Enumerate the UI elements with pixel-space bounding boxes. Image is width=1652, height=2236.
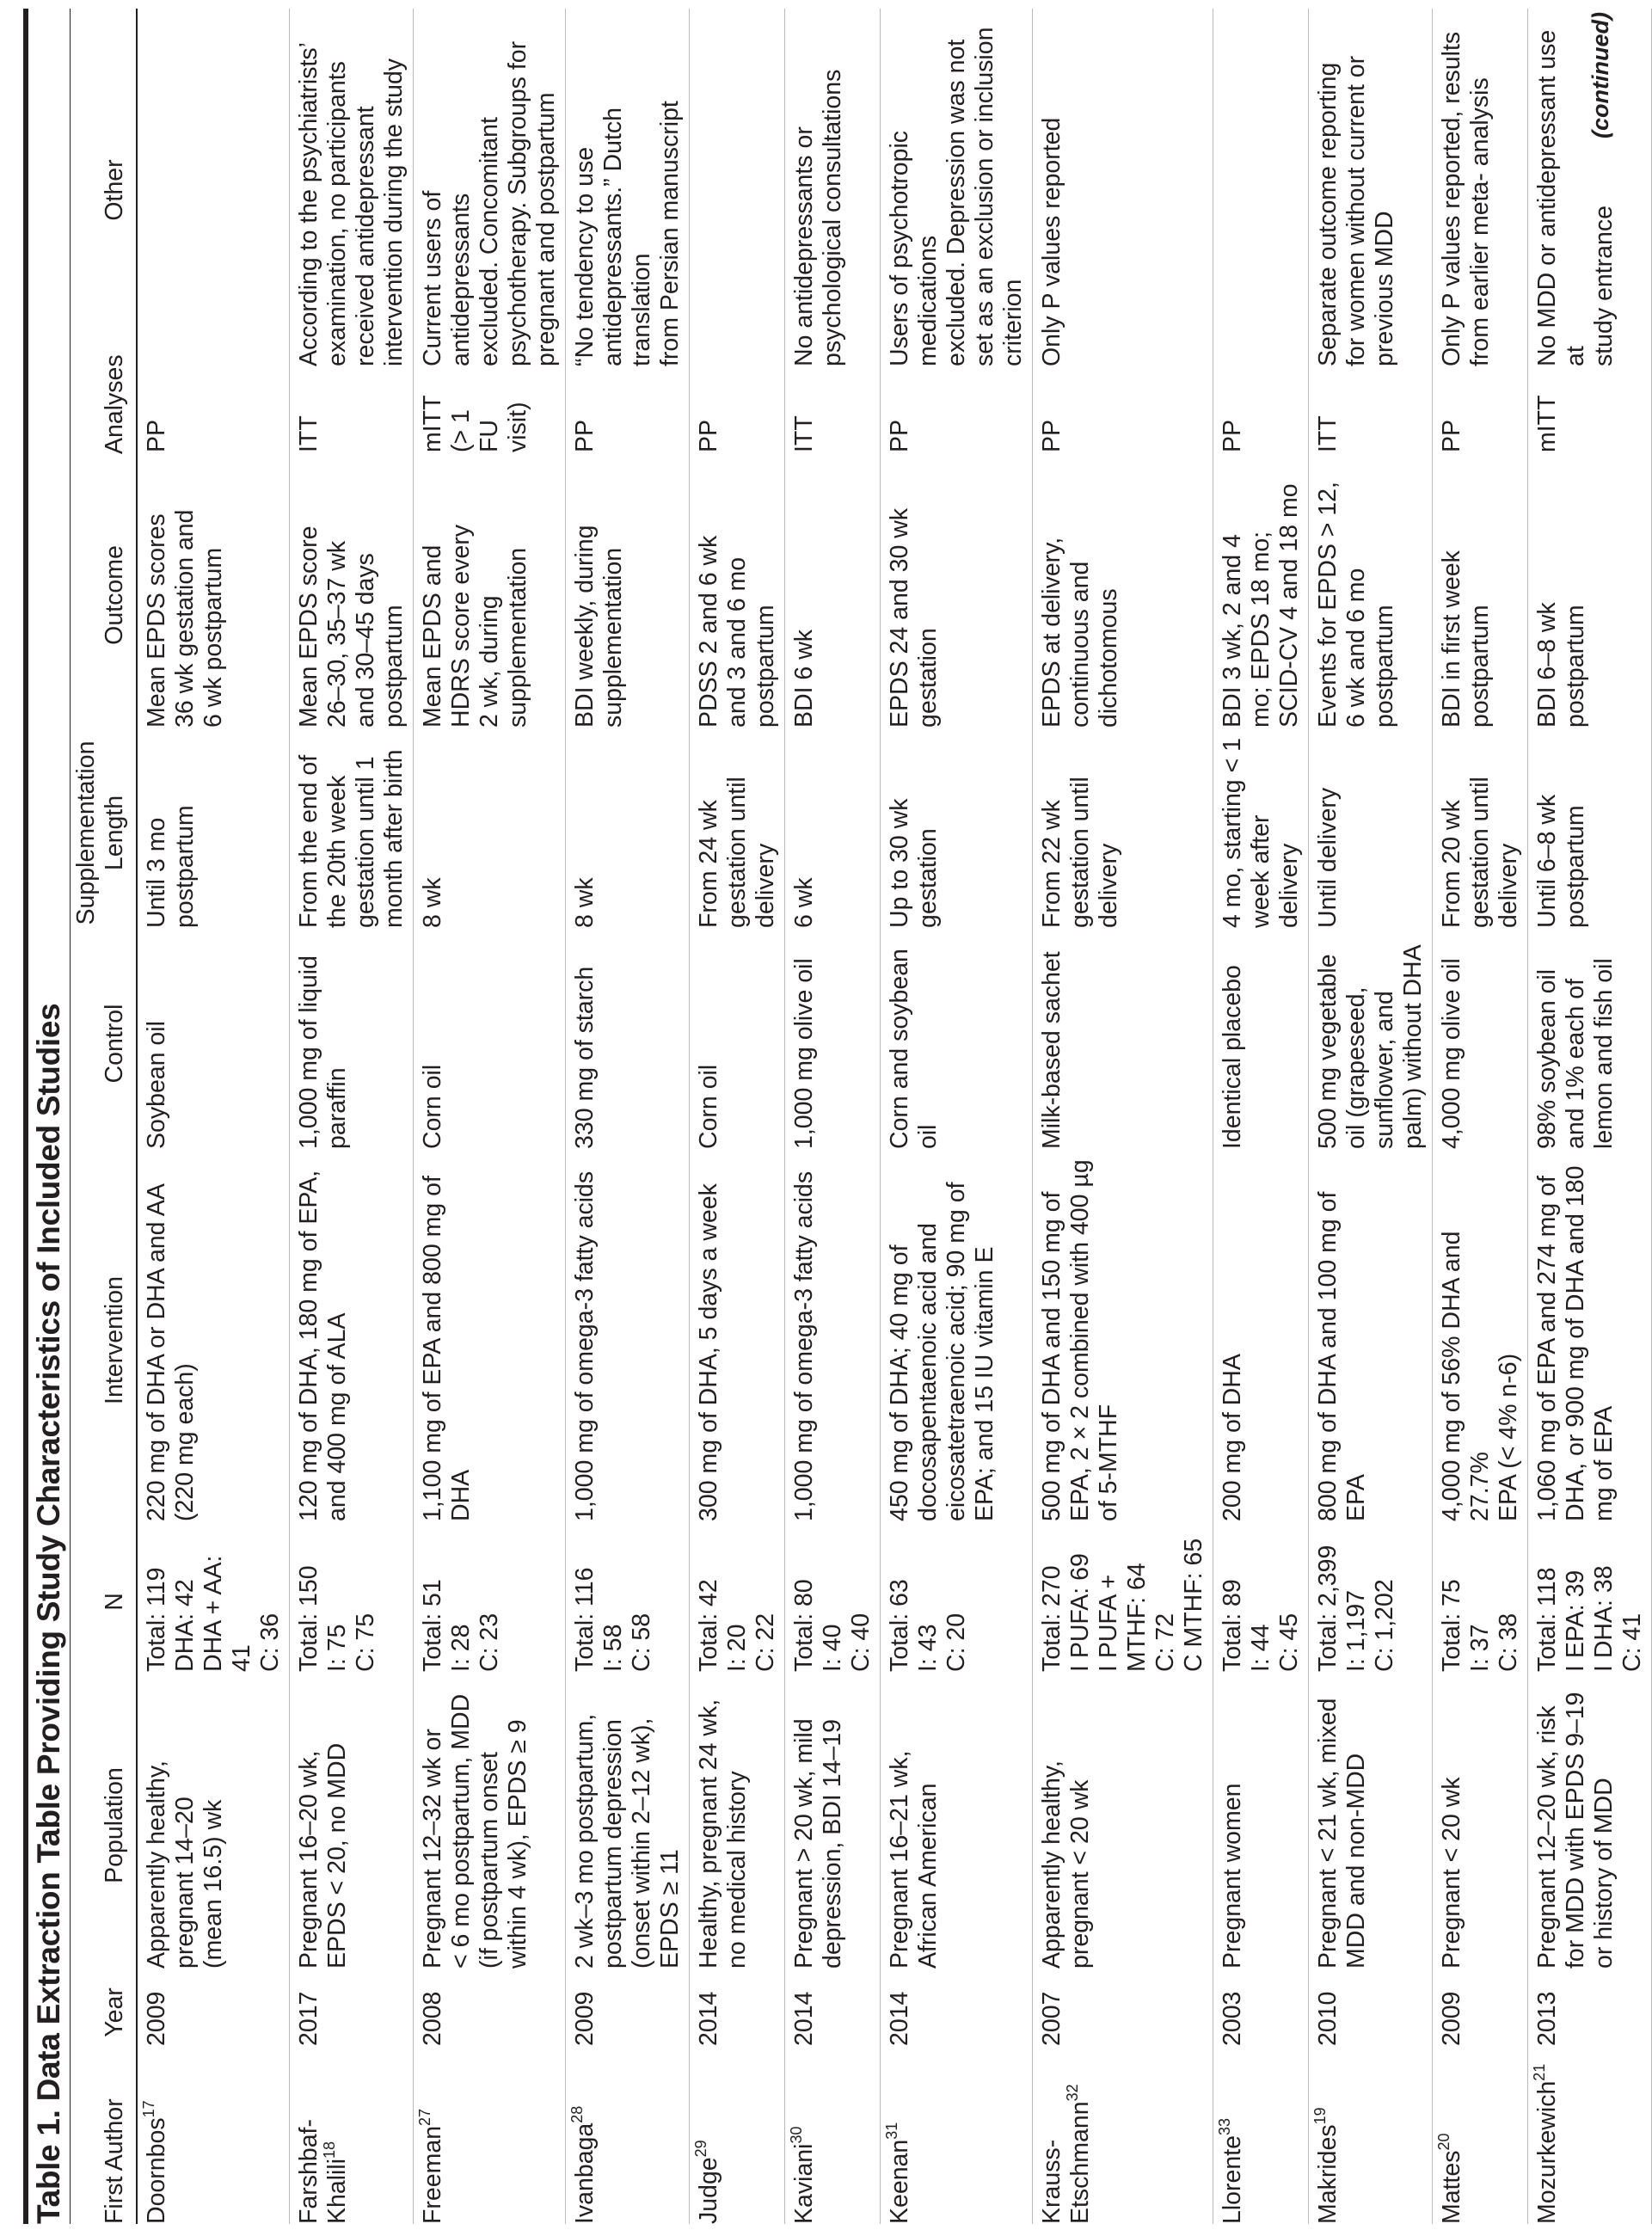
cell-other: Only P values reported, results from earlier meta- analysis	[1433, 9, 1528, 372]
cell-other: “No tendency to use antidepressants.” Dutch translation from Persian manuscript	[566, 9, 690, 372]
table-row	[1528, 9, 1652, 2224]
cell-year: 2014	[881, 1974, 1033, 2051]
cell-n: Total: 118 I EPA: 39 I DHA: 38 C: 41	[1528, 1526, 1652, 1677]
cell-intervention: 300 mg of DHA, 5 days a week	[690, 1154, 785, 1526]
cell-year: 2007	[1033, 1974, 1213, 2051]
cell-year: 2008	[414, 1974, 566, 2051]
reference-number: 17	[140, 2100, 157, 2118]
cell-first-author	[290, 2051, 414, 2224]
cell-year: 2014	[785, 1974, 881, 2051]
cell-population: Pregnant 12–32 wk or < 6 mo postpartum, MDD (if postpartum onset within 4 wk), EPDS ≥ 9	[414, 1677, 566, 1974]
cell-outcome: BDI 6–8 wk postpartum	[1528, 458, 1652, 733]
author-name: Mozurkewich	[1533, 2080, 1561, 2224]
cell-control: 330 mg of starch	[566, 933, 690, 1154]
author-name: Ivanbaga	[571, 2122, 599, 2224]
cell-population: Pregnant 16–21 wk, African American	[881, 1677, 1033, 1974]
table-row	[1433, 9, 1528, 2224]
cell-population: Pregnant 16–20 wk, EPDS < 20, no MDD	[290, 1677, 414, 1974]
cell-other: No MDD or antidepressant use at study entrance	[1528, 9, 1652, 372]
column-header-control: Control	[71, 933, 138, 1154]
author-name: Makrides	[1314, 2124, 1342, 2224]
cell-year: 2010	[1309, 1974, 1433, 2051]
cell-supplementation-length: From 20 wk gestation until delivery	[1433, 733, 1528, 933]
cell-analyses: PP	[1213, 372, 1309, 458]
study-characteristics-table	[70, 9, 1652, 2224]
author-name: Farshbaf- Khalili	[295, 2119, 351, 2224]
cell-outcome: BDI 6 wk	[785, 458, 881, 733]
table-row	[137, 9, 290, 2224]
reference-number: 20	[1435, 2133, 1452, 2151]
cell-first-author	[785, 2051, 881, 2224]
cell-outcome: Mean EPDS scores 36 wk gestation and 6 wk postpartum	[137, 458, 290, 733]
cell-n: Total: 270 I PUFA: 69 I PUFA + MTHF: 64 C: 72 C MTHF: 65	[1033, 1526, 1213, 1677]
author-name: Judge	[695, 2157, 722, 2224]
cell-outcome: Events for EPDS > 12, 6 wk and 6 mo postpartum	[1309, 458, 1433, 733]
table-row	[290, 9, 414, 2224]
cell-population: Apparently healthy, pregnant 14–20 (mean 16.5) wk	[137, 1677, 290, 1974]
cell-supplementation-length: 4 mo, starting < 1 week after delivery	[1213, 733, 1309, 933]
cell-first-author	[1433, 2051, 1528, 2224]
cell-intervention: 450 mg of DHA; 40 mg of docosapentaenoic acid and eicosatetraenoic acid; 90 mg of EPA; and 15 IU vitamin E	[881, 1154, 1033, 1526]
cell-outcome: PDSS 2 and 6 wk and 3 and 6 mo postpartum	[690, 458, 785, 733]
reference-number: 21	[1531, 2063, 1548, 2081]
table-row	[690, 9, 785, 2224]
cell-intervention: 1,000 mg of omega-3 fatty acids	[566, 1154, 690, 1526]
cell-other: Current users of antidepressants excluded. Concomitant psychotherapy. Subgroups for pregnant and postpartum	[414, 9, 566, 372]
cell-other: Only P values reported	[1033, 9, 1213, 372]
column-header-n: N	[71, 1526, 138, 1677]
cell-supplementation-length: Until delivery	[1309, 733, 1433, 933]
cell-analyses: mITT (> 1 FU visit)	[414, 372, 566, 458]
cell-year: 2014	[690, 1974, 785, 2051]
table-row	[785, 9, 881, 2224]
cell-year: 2013	[1528, 1974, 1652, 2051]
cell-supplementation-length: From 22 wk gestation until delivery	[1033, 733, 1213, 933]
column-header-population: Population	[71, 1677, 138, 1974]
cell-first-author	[414, 2051, 566, 2224]
cell-n: Total: 42 I: 20 C: 22	[690, 1526, 785, 1677]
cell-control: Milk-based sachet	[1033, 933, 1213, 1154]
cell-outcome: BDI weekly, during supplementation	[566, 458, 690, 733]
cell-year: 2003	[1213, 1974, 1309, 2051]
cell-population: Pregnant < 20 wk	[1433, 1677, 1528, 1974]
cell-analyses: ITT	[1309, 372, 1433, 458]
cell-intervention: 120 mg of DHA, 180 mg of EPA, and 400 mg of ALA	[290, 1154, 414, 1526]
cell-n: Total: 75 I: 37 C: 38	[1433, 1526, 1528, 1677]
cell-first-author	[137, 2051, 290, 2224]
column-header-other: Other	[71, 9, 138, 372]
reference-number: 30	[788, 2126, 805, 2144]
reference-number: 18	[321, 2141, 338, 2159]
cell-first-author	[881, 2051, 1033, 2224]
cell-outcome: EPDS 24 and 30 wk gestation	[881, 458, 1033, 733]
cell-population: Healthy, pregnant 24 wk, no medical history	[690, 1677, 785, 1974]
cell-control: 98% soybean oil and 1% each of lemon and fish oil	[1528, 933, 1652, 1154]
table-row	[1309, 9, 1433, 2224]
cell-n: Total: 51 I: 28 C: 23	[414, 1526, 566, 1677]
cell-analyses: PP	[1433, 372, 1528, 458]
cell-other	[137, 9, 290, 372]
cell-control: 4,000 mg olive oil	[1433, 933, 1528, 1154]
column-header-supplementation-length: Supplementation Length	[71, 733, 138, 933]
cell-analyses: ITT	[290, 372, 414, 458]
cell-outcome: Mean EPDS and HDRS score every 2 wk, during supplementation	[414, 458, 566, 733]
cell-control: 1,000 mg of liquid paraffin	[290, 933, 414, 1154]
reference-number: 27	[416, 2108, 433, 2126]
cell-control: Identical placebo	[1213, 933, 1309, 1154]
cell-n: Total: 63 I: 43 C: 20	[881, 1526, 1033, 1677]
cell-other	[690, 9, 785, 372]
header-row	[71, 9, 138, 2224]
cell-supplementation-length: 8 wk	[414, 733, 566, 933]
cell-other: No antidepressants or psychological consultations	[785, 9, 881, 372]
continued-note: (continued)	[1588, 12, 1613, 138]
cell-intervention: 800 mg of DHA and 100 mg of EPA	[1309, 1154, 1433, 1526]
cell-other: Users of psychotropic medications excluded. Depression was not set as an exclusion or inclusion criterion	[881, 9, 1033, 372]
reference-number: 33	[1216, 2117, 1233, 2135]
cell-n: Total: 150 I: 75 C: 75	[290, 1526, 414, 1677]
cell-n: Total: 2,399 I: 1,197 C: 1,202	[1309, 1526, 1433, 1677]
cell-supplementation-length: Until 6–8 wk postpartum	[1528, 733, 1652, 933]
cell-population: Pregnant < 21 wk, mixed MDD and non-MDD	[1309, 1677, 1433, 1974]
cell-intervention: 1,000 mg of omega-3 fatty acids	[785, 1154, 881, 1526]
column-header-intervention: Intervention	[71, 1154, 138, 1526]
reference-number: 19	[1311, 2107, 1329, 2125]
cell-n: Total: 80 I: 40 C: 40	[785, 1526, 881, 1677]
cell-analyses: PP	[690, 372, 785, 458]
table-title: Table 1. Data Extraction Table Providing Study Characteristics of Included Studies	[31, 1003, 66, 2224]
cell-outcome: Mean EPDS score 26–30, 35–37 wk and 30–45 days postpartum	[290, 458, 414, 733]
cell-other: Separate outcome reporting for women without current or previous MDD	[1309, 9, 1433, 372]
cell-control: Soybean oil	[137, 933, 290, 1154]
cell-analyses: mITT	[1528, 372, 1652, 458]
column-header-analyses: Analyses	[71, 372, 138, 458]
cell-other	[1213, 9, 1309, 372]
cell-analyses: PP	[881, 372, 1033, 458]
author-name: Kaviani	[790, 2143, 818, 2224]
reference-number: 32	[1064, 2084, 1081, 2102]
column-header-outcome: Outcome	[71, 458, 138, 733]
cell-analyses: PP	[137, 372, 290, 458]
cell-first-author	[1033, 2051, 1213, 2224]
cell-intervention: 1,100 mg of EPA and 800 mg of DHA	[414, 1154, 566, 1526]
cell-supplementation-length: Until 3 mo postpartum	[137, 733, 290, 933]
cell-n: Total: 89 I: 44 C: 45	[1213, 1526, 1309, 1677]
cell-control: Corn and soybean oil	[881, 933, 1033, 1154]
cell-population: Pregnant > 20 wk, mild depression, BDI 14–19	[785, 1677, 881, 1974]
author-name: Mattes	[1438, 2150, 1465, 2224]
cell-intervention: 500 mg of DHA and 150 mg of EPA, 2 × 2 combined with 400 µg of 5-MTHF	[1033, 1154, 1213, 1526]
table-row	[881, 9, 1033, 2224]
cell-year: 2017	[290, 1974, 414, 2051]
author-name: Llorente	[1219, 2135, 1246, 2224]
cell-n: Total: 119 DHA: 42 DHA + AA: 41 C: 36	[137, 1526, 290, 1677]
cell-intervention: 200 mg of DHA	[1213, 1154, 1309, 1526]
cell-first-author	[566, 2051, 690, 2224]
cell-outcome: BDI in first week postpartum	[1433, 458, 1528, 733]
cell-supplementation-length: 8 wk	[566, 733, 690, 933]
cell-intervention: 220 mg of DHA or DHA and AA (220 mg each)	[137, 1154, 290, 1526]
cell-supplementation-length: Up to 30 wk gestation	[881, 733, 1033, 933]
cell-supplementation-length: From the end of the 20th week gestation until 1 month after birth	[290, 733, 414, 933]
cell-analyses: PP	[1033, 372, 1213, 458]
cell-year: 2009	[137, 1974, 290, 2051]
cell-first-author	[1309, 2051, 1433, 2224]
cell-first-author	[690, 2051, 785, 2224]
cell-first-author	[1528, 2051, 1652, 2224]
reference-number: 31	[883, 2122, 900, 2140]
cell-control: 1,000 mg olive oil	[785, 933, 881, 1154]
cell-outcome: EPDS at delivery, continuous and dichotomous	[1033, 458, 1213, 733]
cell-supplementation-length: 6 wk	[785, 733, 881, 933]
table-row	[566, 9, 690, 2224]
cell-n: Total: 116 I: 58 C: 58	[566, 1526, 690, 1677]
cell-population: Pregnant 12–20 wk, risk for MDD with EPDS 9–19 or history of MDD	[1528, 1677, 1652, 1974]
table-row	[1213, 9, 1309, 2224]
column-header-first-author: First Author	[71, 2051, 138, 2224]
cell-analyses: PP	[566, 372, 690, 458]
cell-population: Apparently healthy, pregnant < 20 wk	[1033, 1677, 1213, 1974]
author-name: Keenan	[886, 2139, 913, 2224]
cell-first-author	[1213, 2051, 1309, 2224]
cell-year: 2009	[566, 1974, 690, 2051]
reference-number: 28	[568, 2105, 586, 2123]
author-name: Freeman	[419, 2125, 446, 2224]
cell-intervention: 1,060 mg of EPA and 274 mg of DHA, or 900 mg of DHA and 180 mg of EPA	[1528, 1154, 1652, 1526]
cell-control: 500 mg vegetable oil (grapeseed, sunflower, and palm) without DHA	[1309, 933, 1433, 1154]
table-row	[1033, 9, 1213, 2224]
author-name: Krauss- Etschmann	[1038, 2101, 1094, 2224]
cell-supplementation-length: From 24 wk gestation until delivery	[690, 733, 785, 933]
reference-number: 29	[692, 2140, 709, 2158]
column-header-year: Year	[71, 1974, 138, 2051]
cell-year: 2009	[1433, 1974, 1528, 2051]
cell-control: Corn oil	[414, 933, 566, 1154]
cell-intervention: 4,000 mg of 56% DHA and 27.7% EPA (< 4% n-6)	[1433, 1154, 1528, 1526]
cell-analyses: ITT	[785, 372, 881, 458]
author-name: Doornbos	[143, 2117, 170, 2224]
cell-other: According to the psychiatrists’ examination, no participants received antidepressant intervention during the study	[290, 9, 414, 372]
cell-population: 2 wk–3 mo postpartum, postpartum depression (onset within 2–12 wk), EPDS ≥ 11	[566, 1677, 690, 1974]
cell-population: Pregnant women	[1213, 1677, 1309, 1974]
table-row	[414, 9, 566, 2224]
cell-outcome: BDI 3 wk, 2 and 4 mo; EPDS 18 mo; SCID-CV 4 and 18 mo	[1213, 458, 1309, 733]
cell-control: Corn oil	[690, 933, 785, 1154]
